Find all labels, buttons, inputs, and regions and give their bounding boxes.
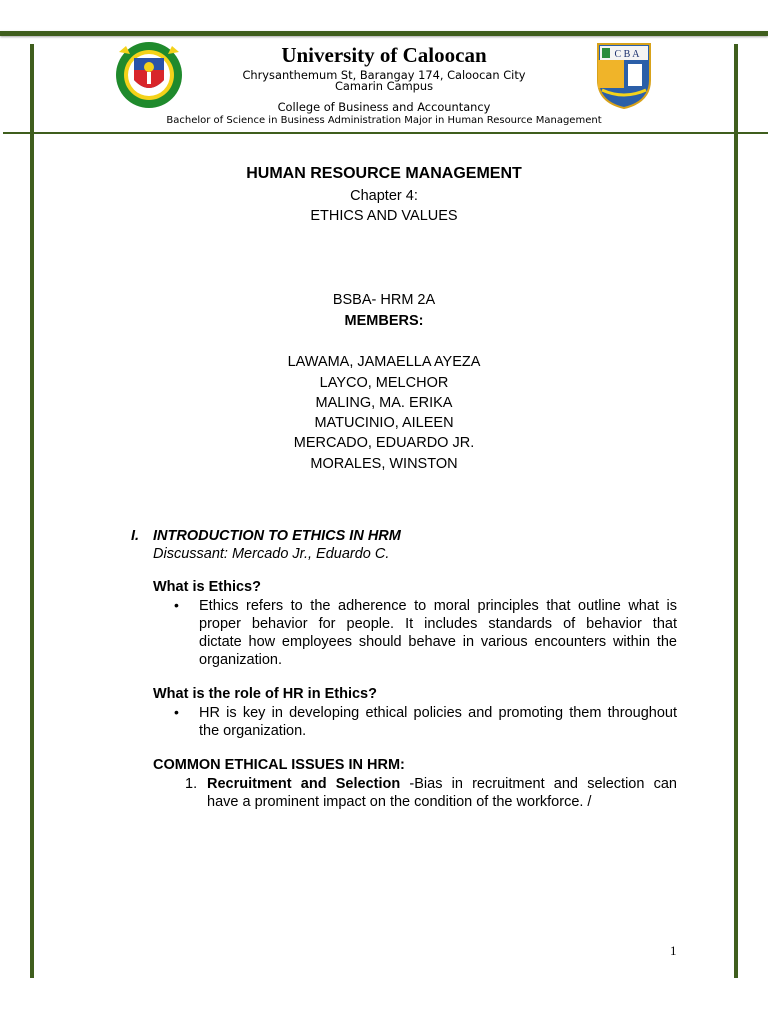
discussant-line: Discussant: Mercado Jr., Eduardo C.	[153, 546, 390, 562]
question-ethics: What is Ethics?	[153, 579, 261, 595]
member-name: LAYCO, MELCHOR	[319, 375, 449, 391]
member-name: LAWAMA, JAMAELLA AYEZA	[287, 354, 481, 370]
subject-title: HUMAN RESOURCE MANAGEMENT	[246, 165, 522, 182]
college-name: College of Business and Accountancy	[277, 100, 491, 114]
issues-heading: COMMON ETHICAL ISSUES IN HRM:	[153, 757, 405, 773]
members-label: MEMBERS:	[344, 313, 424, 329]
right-border-rule	[734, 44, 738, 978]
university-address: Chrysanthemum St, Barangay 174, Caloocan City	[242, 68, 526, 82]
issue-item	[207, 775, 677, 811]
top-border-rule	[0, 31, 768, 36]
issue-number: 1.	[185, 776, 198, 792]
section-label: BSBA- HRM 2A	[332, 292, 436, 308]
issue-title: Recruitment and Selection	[207, 776, 401, 792]
member-name: MERCADO, EDUARDO JR.	[293, 435, 475, 451]
ethics-answer: Ethics refers to the adherence to moral principles that outline what is proper behavior for people. It includes standards of behavior that dictate how employees should behave in various encounters within the organization.	[199, 598, 677, 668]
question-hr-role: What is the role of HR in Ethics?	[153, 686, 377, 702]
page-number: 1	[670, 943, 677, 958]
hr-role-answer: HR is key in developing ethical policies and promoting them throughout the organization.	[199, 705, 677, 739]
university-name: University of Caloocan	[281, 43, 487, 67]
member-name: MORALES, WINSTON	[310, 456, 458, 472]
issue-text: -Bias in recruitment and selection can	[400, 776, 677, 792]
member-name: MALING, MA. ERIKA	[315, 395, 453, 411]
campus-name: Camarin Campus	[334, 79, 434, 93]
crest-text: C B A	[614, 49, 640, 60]
member-name: MATUCINIO, AILEEN	[314, 415, 454, 431]
chapter-label: Chapter 4:	[350, 188, 418, 204]
program-name: Bachelor of Science in Business Administration Major in Human Resource Management	[166, 115, 602, 126]
left-border-rule	[30, 44, 34, 978]
chapter-topic: ETHICS AND VALUES	[310, 208, 458, 224]
issue-text-continued: have a prominent impact on the condition of the workforce. /	[207, 794, 592, 810]
section-heading: INTRODUCTION TO ETHICS IN HRM	[153, 528, 401, 544]
section-numeral: I.	[131, 528, 140, 544]
header-divider	[3, 132, 768, 134]
bullet-icon: •	[174, 704, 179, 720]
bullet-icon: •	[174, 597, 179, 613]
